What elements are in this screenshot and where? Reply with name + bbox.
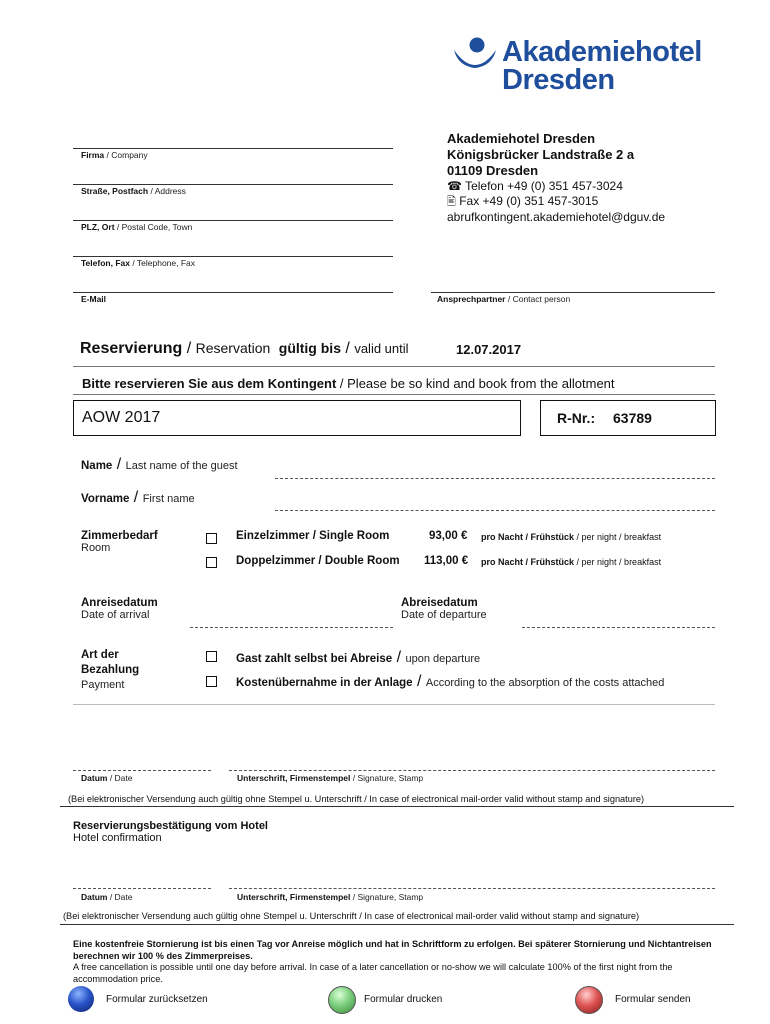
cost-absorption-label: Kostenübernahme in der Anlage / According to the absorption of the costs attached [236,673,665,690]
date-label-1: Datum / Date [81,773,133,783]
guest-name-label: Name / Last name of the guest [81,456,238,473]
hotel-street: Königsbrücker Landstraße 2 a [447,147,635,162]
double-room-label: Doppelzimmer / Double Room [236,555,400,567]
cancellation-terms [73,939,723,985]
rnr-label: R-Nr.: [557,410,596,426]
pay-on-departure-label: Gast zahlt selbst bei Abreise / upon departure [236,649,481,666]
single-room-price: 93,00 € [429,530,468,542]
reservation-title: Reservierung / Reservation gültig bis / valid until [80,340,409,357]
signature-label-1: Unterschrift, Firmenstempel / Signature, Stamp [237,773,424,783]
street-label: Straße, Postfach / Address [81,186,186,196]
valid-date: 12.07.2017 [456,342,522,357]
electronic-note-2: (Bei elektronischer Versendung auch gültig ohne Stempel u. Unterschrift / In case of electronical mail-order valid without stamp and signature) [63,911,640,921]
event-box [73,400,521,436]
cancellation-en: A free cancellation is possible until one day before arrival. In case of a later cancellation or no-show we will calculate 100% of the first night from the accommodation price. [73,962,673,984]
single-room-rate: pro Nacht / Frühstück / per night / breakfast [481,532,662,542]
guest-name-field[interactable] [275,462,715,478]
send-form-button[interactable]: Formular senden [575,986,715,1014]
email-field[interactable] [73,276,393,292]
first-name-label: Vorname / First name [81,489,195,506]
cancellation-de: Eine kostenfreie Stornierung ist bis einen Tag vor Anreise möglich und hat in Schriftform zu erfolgen. Bei späterer Stornierung und Nichtantreisen berechnen wir 100 % des Zimmerpreises. [73,939,712,961]
street-field[interactable] [73,168,393,184]
logo-mark-icon [452,36,498,76]
logo-text-line1: Akademiehotel [502,36,702,68]
double-room-checkbox[interactable] [206,557,217,568]
print-form-button[interactable]: Formular drucken [328,986,468,1014]
logo-text-line2: Dresden [502,64,615,96]
date-field-2[interactable] [73,870,211,888]
double-room-price: 113,00 € [424,555,469,567]
single-room-label: Einzelzimmer / Single Room [236,530,390,542]
hotel-fax: 🖹 Fax +49 (0) 351 457-3015 [447,194,599,208]
city-label: PLZ, Ort / Postal Code, Town [81,222,193,232]
logo [452,34,722,94]
send-icon [575,986,603,1014]
company-label: Firma / Company [81,150,148,160]
email-label: E-Mail [81,294,107,304]
payment-label: Art der Bezahlung Payment [81,649,140,691]
reset-form-button[interactable]: Formular zurücksetzen [68,986,228,1014]
phone-label: Telefon, Fax / Telephone, Fax [81,258,196,268]
arrival-label: Anreisedatum Date of arrival [81,597,158,621]
hotel-address [447,131,747,225]
confirmation-title: Reservierungsbestätigung vom Hotel Hotel confirmation [73,820,268,844]
contact-label: Ansprechpartner / Contact person [437,294,571,304]
hotel-name: Akademiehotel Dresden [447,131,596,146]
departure-label: Abreisedatum Date of departure [401,597,487,621]
room-label: Zimmerbedarf Room [81,530,158,554]
departure-date-field[interactable] [522,611,715,627]
phone-field[interactable] [73,240,393,256]
pay-on-departure-checkbox[interactable] [206,651,217,662]
event-name: AOW 2017 [82,409,161,426]
signature-field-1[interactable] [229,752,715,770]
date-label-2: Datum / Date [81,892,133,902]
electronic-note-1: (Bei elektronischer Versendung auch gültig ohne Stempel u. Unterschrift / In case of electronical mail-order valid without stamp and signature) [68,794,645,804]
signature-field-2[interactable] [229,870,715,888]
allotment-request: Bitte reservieren Sie aus dem Kontingent / Please be so kind and book from the allotment [82,376,615,391]
hotel-phone: ☎ Telefon +49 (0) 351 457-3024 [447,179,623,193]
rnr-box [540,400,716,436]
fax-icon: 🖹 [447,196,456,208]
company-field[interactable] [73,132,393,148]
first-name-field[interactable] [275,494,715,510]
reset-icon [68,986,94,1012]
print-icon [328,986,356,1014]
arrival-date-field[interactable] [190,611,393,627]
date-field-1[interactable] [73,752,211,770]
signature-label-2: Unterschrift, Firmenstempel / Signature, Stamp [237,892,424,902]
single-room-checkbox[interactable] [206,533,217,544]
double-room-rate: pro Nacht / Frühstück / per night / breakfast [481,557,662,567]
phone-icon: ☎ [447,179,462,193]
hotel-email: abrufkontingent.akademiehotel@dguv.de [447,210,666,224]
hotel-city: 01109 Dresden [447,163,539,178]
city-field[interactable] [73,204,393,220]
cost-absorption-checkbox[interactable] [206,676,217,687]
rnr-value: 63789 [613,410,652,426]
contact-field[interactable] [431,276,715,292]
